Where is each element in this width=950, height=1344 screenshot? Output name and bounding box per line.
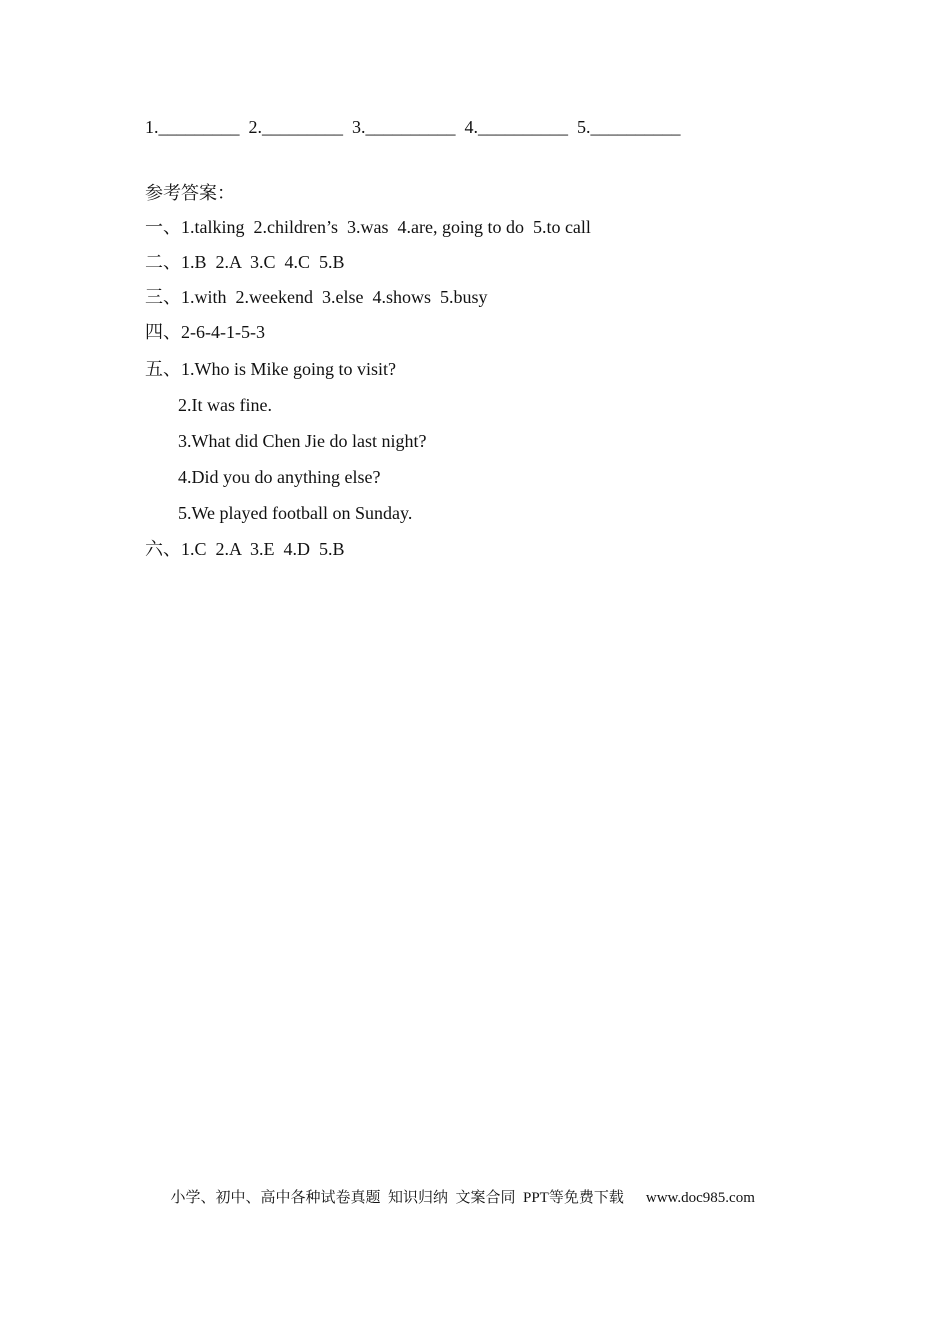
page-footer bbox=[163, 1168, 755, 1208]
answer-section-5-item-5: 5.We played football on Sunday. bbox=[178, 503, 413, 523]
answer-section-4: 四、2-6-4-1-5-3 bbox=[145, 322, 265, 342]
footer-text: 小学、初中、高中各种试卷真题 知识归纳 文案合同 PPT等免费下载 bbox=[170, 1190, 624, 1206]
answer-section-1: 一、1.talking 2.children’s 3.was 4.are, going to do 5.to call bbox=[145, 217, 591, 237]
answer-section-3: 三、1.with 2.weekend 3.else 4.shows 5.busy bbox=[145, 287, 488, 307]
answer-section-5: 五、1.Who is Mike going to visit? bbox=[145, 359, 396, 379]
footer-url[interactable]: www.doc985.com bbox=[645, 1190, 755, 1206]
answer-section-5-item-2: 2.It was fine. bbox=[178, 395, 272, 415]
answer-section-5-item-4: 4.Did you do anything else? bbox=[178, 467, 381, 487]
blank-answer-line: 1._________ 2._________ 3.__________ 4.__________ 5.__________ bbox=[145, 117, 681, 137]
answer-section-5-item-3: 3.What did Chen Jie do last night? bbox=[178, 431, 427, 451]
answer-section-2: 二、1.B 2.A 3.C 4.C 5.B bbox=[145, 252, 345, 272]
answer-section-6: 六、1.C 2.A 3.E 4.D 5.B bbox=[145, 539, 345, 559]
answer-key-heading: 参考答案： bbox=[145, 183, 235, 203]
